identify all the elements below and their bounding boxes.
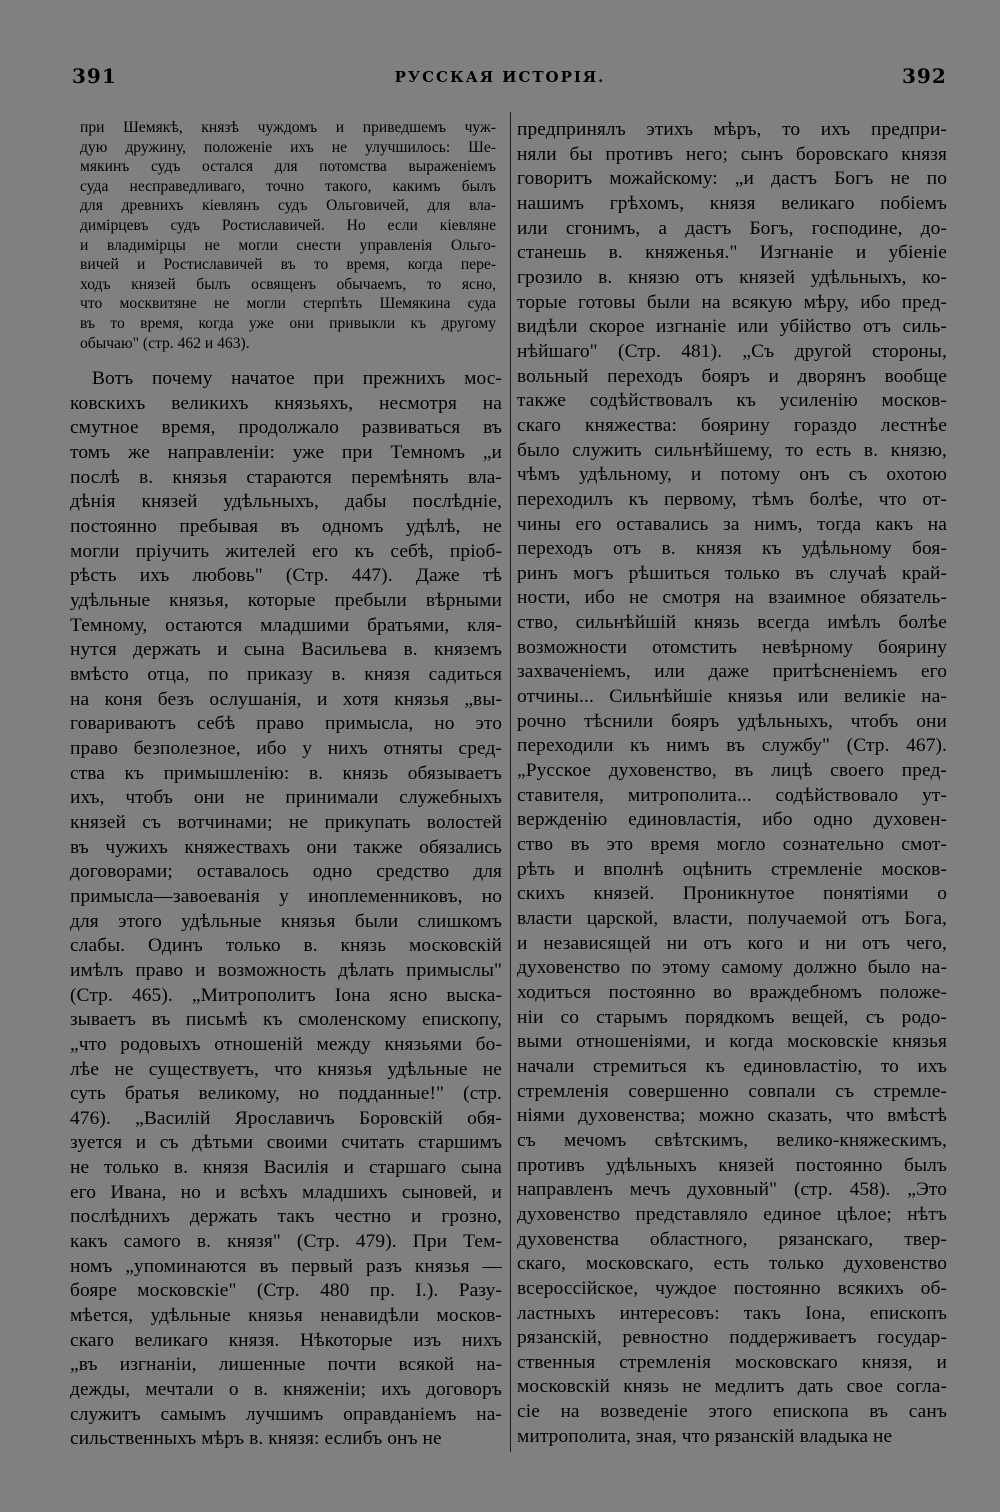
text-line: ство, сильнѣйшій князь всегда имѣлъ болѣе [517, 612, 947, 634]
text-line: ставителя, митрополита... содѣйствовало ут- [517, 784, 947, 806]
text-line: не только в. князя Василія и старшаго сына [70, 1157, 502, 1179]
text-line: ніи со старымъ порядкомъ вещей, съ родо- [517, 1006, 947, 1028]
text-line: суда несправедливаго, точно такого, какимъ былъ [80, 177, 496, 195]
text-line: нутся держать и сына Васильева в. княземъ [70, 639, 502, 661]
text-line: ства къ примышленію: в. князь обязываетъ [70, 762, 502, 784]
text-line: нѣйшаго" (Стр. 481). „Съ другой стороны, [517, 340, 947, 362]
text-line: вичей и Ростиславичей въ то время, когда пере- [80, 256, 496, 274]
text-line: томъ же направленіи: уже при Темномъ „и [70, 442, 502, 464]
text-line: для древнихъ кіевлянъ судъ Ольговичей, для вла- [80, 197, 496, 215]
text-line: на коня безъ ослушанія, и хотя князья „вы- [70, 688, 502, 710]
text-line: зуется и съ дѣтьми своими считать старшимъ [70, 1132, 502, 1154]
text-line: возможности отомстить невѣрному боярину [517, 636, 947, 658]
text-line: съ мечомъ свѣтскимъ, велико-княжескимъ, [517, 1129, 947, 1151]
text-line: дую дружину, положеніе ихъ не улучшилось: Ше- [80, 138, 496, 156]
column-divider [510, 112, 511, 1452]
text-line: ринъ могъ рѣшиться только въ случаѣ край- [517, 562, 947, 584]
text-line: слабы. Одинъ только в. князь московскій [70, 935, 502, 957]
text-line: вмѣсто отца, по приказу в. князя садиться [70, 664, 502, 685]
text-line: суть братья великому, но подданные!" (стр. [70, 1083, 502, 1105]
text-line: скихъ князей. Проникнутое понятіями о [517, 883, 947, 905]
text-line: дежды, мечтали о в. княженіи; ихъ договоръ [70, 1379, 502, 1401]
text-line: лѣе не существуетъ, что князья удѣльные не [70, 1058, 502, 1080]
left-quote-block [80, 118, 496, 353]
text-line: для этого удѣльные князья были слишкомъ [70, 910, 502, 932]
text-line: „что родовыхъ отношеній между князьями бо- [70, 1033, 502, 1055]
text-line: удѣльные князья, которые пребыли вѣрными [70, 590, 502, 612]
text-line: духовенство по этому самому должно было на- [517, 957, 947, 979]
text-line: имѣлъ право и возможность дѣлать примыслы" [70, 959, 502, 981]
text-line: скаго великаго князя. Нѣкоторые изъ нихъ [70, 1329, 502, 1351]
text-line: Вотъ почему начатое при прежнихъ мос- [92, 368, 502, 390]
text-line: могли пріучить жителей его къ себѣ, пріоб- [70, 540, 502, 562]
text-line: чѣмъ удѣльному, и потому онъ съ охотою [517, 464, 947, 486]
text-line: бояре московскіе" (Стр. 480 пр. I.). Разу- [70, 1280, 502, 1302]
text-line: духовенства областного, рязанскаго, твер- [517, 1228, 947, 1250]
text-line: ковскихъ великихъ князьяхъ, несмотря на [70, 392, 502, 414]
running-head-title: РУССКАЯ ИСТОРІЯ. [394, 68, 606, 86]
text-line: послѣ в. князья стараются перемѣнять вла- [70, 466, 502, 488]
text-line: мякинъ судъ остался для потомства выраженіемъ [80, 158, 496, 176]
text-line: предпринялъ этихъ мѣръ, то ихъ предпри- [517, 119, 947, 140]
text-line: направленъ мечъ духовный" (стр. 458). „Это [517, 1179, 947, 1201]
text-line: (Стр. 465). „Митрополитъ Іона ясно выска- [70, 984, 502, 1006]
text-line: чины его оставались за нимъ, тогда какъ на [517, 513, 947, 535]
text-line: и владимірцы не могли снести управленія Ольго- [80, 236, 496, 254]
text-line: митрополита, зная, что рязанскій владыка не [517, 1425, 893, 1447]
text-line: станешь в. княженья." Изгнаніе и убіеніе [517, 242, 947, 264]
text-line: стремленія совершенно совпали съ стремле- [517, 1080, 947, 1102]
text-line: примысла—завоеванія у иноплеменниковъ, но [70, 885, 502, 907]
text-line: ство въ это время могло сознательно смот- [517, 834, 947, 856]
text-line: ихъ, чтобъ они не принимали служебныхъ [70, 787, 502, 809]
text-line: противъ удѣльныхъ князей постоянно былъ [517, 1154, 947, 1176]
text-line: московскій князь не медлитъ дать свое согла- [517, 1376, 947, 1398]
text-line: отчины... Сильнѣйшіе князья или великіе на- [517, 686, 947, 708]
text-line: или сгонимъ, а дастъ Богъ, господине, до- [517, 217, 947, 239]
text-line: 476). „Василій Ярославичъ Боровскій обя- [70, 1107, 502, 1129]
text-line: ходъ князей былъ освященъ обычаемъ, то ясно, [80, 275, 496, 293]
text-line: переходъ отъ в. князя къ удѣльному боя- [517, 538, 947, 560]
right-main-text [517, 118, 947, 1449]
text-line: власти царской, власти, получаемой отъ Бога, [517, 908, 947, 929]
right-column [517, 118, 947, 1449]
text-line: вольный переходъ бояръ и дворянъ вообще [517, 365, 947, 387]
text-line: ходиться постоянно во враждебномъ положе- [517, 981, 947, 1003]
text-line: какъ самого в. князя" (Стр. 479). При Тем- [70, 1231, 502, 1253]
text-line: начали стремиться къ единовластію, то ихъ [517, 1055, 947, 1077]
text-line: рѣсть ихъ любовь" (Стр. 447). Даже тѣ [70, 565, 502, 587]
text-line: торые готовы были на всякую мѣру, ибо пред- [517, 291, 947, 313]
text-line: было служить сильнѣйшему, то есть в. князю, [517, 439, 947, 461]
text-line: захваченіемъ, или даже притѣсненіемъ его [517, 661, 947, 683]
text-line: князей съ вотчинами; не прикупать волостей [70, 811, 502, 833]
text-line: всероссійское, чуждое постоянно всякихъ об- [517, 1277, 947, 1299]
text-line: смутное время, продолжало развиваться въ [70, 417, 502, 439]
text-line: переходилъ къ первому, тѣмъ болѣе, что от- [517, 488, 947, 510]
text-line: въ то время, когда уже они привыкли къ другому [80, 314, 496, 332]
page-number-right: 392 [902, 64, 947, 88]
text-line: ственныя стремленія московскаго князя, и [517, 1351, 947, 1373]
text-line: постоянно пребывая въ одномъ удѣлѣ, не [70, 516, 502, 538]
text-line: служитъ самымъ лучшимъ оправданіемъ на- [70, 1403, 502, 1425]
text-line: „въ изгнаніи, лишенные почти всякой на- [70, 1354, 502, 1376]
text-line: ніями духовенства; можно сказать, что вмѣстѣ [517, 1105, 947, 1127]
text-line: номъ „упоминаются въ первый разъ князья — [70, 1255, 502, 1277]
text-line: ластныхъ интересовъ: такъ Іона, епископъ [517, 1302, 947, 1324]
text-line: рочно тѣснили бояръ удѣльныхъ, чтобъ они [517, 710, 947, 732]
text-line: что москвитяне не могли стерпѣть Шемякина суда [80, 295, 496, 313]
text-line: дѣнія князей удѣльныхъ, дабы послѣдніе, [70, 491, 502, 513]
text-line: скаго, московскаго, есть только духовенство [517, 1253, 947, 1275]
text-line: Темному, остаются младшими братьями, кля- [70, 614, 502, 636]
text-line: его Ивана, но и всѣхъ младшихъ сыновей, и [70, 1181, 502, 1203]
text-line: обычаю" (стр. 462 и 463). [80, 334, 250, 352]
text-line: право безполезное, ибо у нихъ отняты сред- [70, 737, 502, 759]
text-line: скаго княжества: боярину гораздо лестнѣе [517, 414, 947, 436]
text-line: говоритъ можайскому: „и дастъ Богъ не по [517, 168, 947, 190]
left-column [70, 118, 502, 1452]
text-line: ности, ибо не смотря на взаимное обязатель- [517, 587, 947, 609]
text-line: сіе на возведеніе этого епископа въ санъ [517, 1401, 947, 1423]
text-line: при Шемякѣ, князѣ чуждомъ и приведшемъ чуж- [80, 119, 496, 136]
text-line: договорами; оставалось одно средство для [70, 861, 502, 883]
text-line: зываетъ въ письмѣ къ смоленскому епископу, [70, 1009, 502, 1031]
page-number-left: 391 [72, 64, 117, 88]
text-line: „Русское духовенство, въ лицѣ своего пред- [517, 760, 947, 782]
text-line: няли бы противъ него; сынъ боровскаго князя [517, 143, 947, 165]
text-line: духовенство представляло единое цѣлое; нѣтъ [517, 1203, 947, 1225]
text-line: грозило в. князю отъ князей удѣльныхъ, ко- [517, 266, 947, 288]
text-line: димірцевъ судъ Ростиславичей. Но если кіевляне [80, 216, 496, 234]
text-line: сильственныхъ мѣръ в. князя: еслибъ онъ не [70, 1428, 442, 1450]
text-line: послѣднихъ держать такъ честно и грозно, [70, 1206, 502, 1228]
text-line: видѣли скорое изгнаніе или убійство отъ силь- [517, 316, 947, 338]
text-line: и независящей ни отъ кого и ни отъ чего, [517, 932, 947, 954]
text-line: рѣть и вполнѣ оцѣнить стремленіе москов- [517, 858, 947, 880]
text-line: выми отношеніями, и когда московскіе князья [517, 1031, 947, 1053]
text-line: рязанскій, ревностно поддерживаетъ государ- [517, 1327, 947, 1349]
text-line: нашимъ грѣхомъ, князя великаго побіемъ [517, 192, 947, 214]
text-line: также содѣйствовалъ къ усиленію москов- [517, 390, 947, 412]
text-line: говариваютъ себѣ право примысла, но это [70, 713, 502, 735]
text-line: въ чужихъ княжествахъ они также обязались [70, 836, 502, 858]
text-line: вержденію единовластія, ибо одно духовен- [517, 809, 947, 831]
left-main-text [70, 367, 502, 1452]
text-line: мѣется, удѣльные князья ненавидѣли москов- [70, 1305, 502, 1327]
text-line: переходили къ нимъ въ службу" (Стр. 467). [517, 735, 947, 757]
